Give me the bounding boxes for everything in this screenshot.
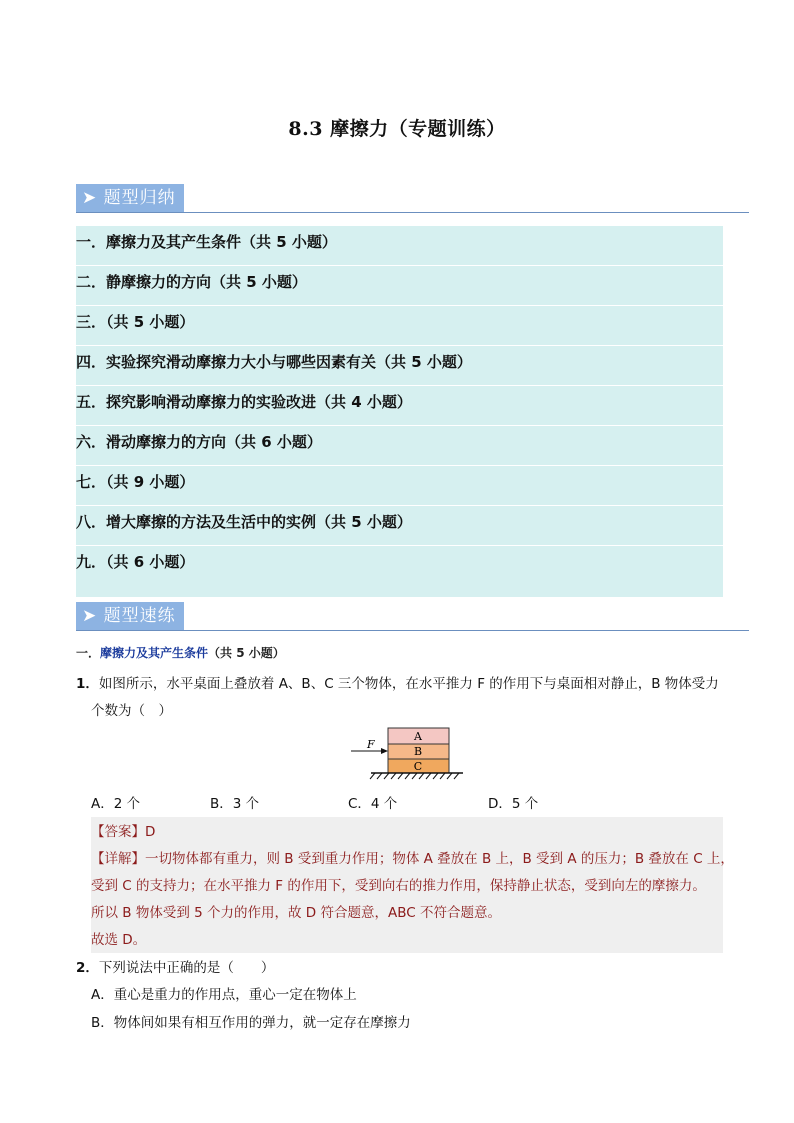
explanation-line: 所以 B 物体受到 5 个力的作用，故 D 符合题意，ABC 不符合题意。: [91, 905, 501, 921]
answer-explanation-box: [91, 817, 734, 953]
question-1-line-1: 1．如图所示，水平桌面上叠放着 A、B、C 三个物体，在水平推力 F 的作用下与桌面相对静止，B 物体受力: [76, 676, 719, 692]
section-tab-label: ➤ 题型归纳: [76, 184, 184, 212]
question-2-stem: 2．下列说法中正确的是（ ）: [76, 960, 275, 976]
option-c: C．4 个: [348, 796, 398, 812]
explanation-line: 【详解】一切物体都有重力，则 B 受到重力作用；物体 A 叠放在 B 上，B 受到 A 的压力；B 叠放在 C 上，: [91, 851, 734, 867]
toc-item: 九．（共 6 小题）: [76, 553, 195, 571]
question-2-option-b: B．物体间如果有相互作用的弹力，就一定存在摩擦力: [91, 1015, 411, 1031]
toc-item: 四．实验探究滑动摩擦力大小与哪些因素有关（共 5 小题）: [76, 346, 723, 386]
question-2-option-a: A．重心是重力的作用点，重心一定在物体上: [91, 987, 357, 1003]
block-c-label: C: [413, 760, 423, 773]
page-title: 8.3 摩擦力（专题训练）: [288, 118, 506, 140]
practice-subheading: 一．摩擦力及其产生条件（共 5 小题）: [76, 646, 285, 660]
question-1-line-2: 个数为（ ）: [91, 703, 172, 719]
answer-label: 【答案】D: [91, 824, 156, 840]
option-b: B．3 个: [210, 796, 260, 812]
table-hatching: [370, 773, 459, 779]
option-a: A．2 个: [91, 796, 141, 812]
force-label: F: [367, 738, 375, 751]
section-header-summary: [76, 184, 749, 216]
explanation-line: 受到 C 的支持力；在水平推力 F 的作用下，受到向右的推力作用，保持静止状态，受到向左的摩擦力。: [91, 878, 706, 894]
stacked-blocks-figure: [345, 724, 470, 780]
toc-item: 五．探究影响滑动摩擦力的实验改进（共 4 小题）: [76, 386, 723, 426]
toc-item: 八．增大摩擦的方法及生活中的实例（共 5 小题）: [76, 506, 723, 546]
option-d: D．5 个: [488, 796, 539, 812]
explanation-line: 故选 D。: [91, 932, 147, 948]
toc-item: 一．摩擦力及其产生条件（共 5 小题）: [76, 226, 723, 266]
toc-item: 三．（共 5 小题）: [76, 306, 723, 346]
block-b-label: B: [413, 745, 423, 758]
toc-item: 六．滑动摩擦力的方向（共 6 小题）: [76, 426, 723, 466]
section-divider: [76, 212, 749, 213]
subheading-topic: 摩擦力及其产生条件: [100, 646, 209, 660]
section-tab-label: ➤ 题型速练: [76, 602, 184, 630]
topic-summary-list: [76, 226, 723, 597]
toc-item: 七．（共 9 小题）: [76, 466, 723, 506]
section-header-practice: [76, 602, 749, 634]
question-number: 2．: [76, 960, 99, 976]
block-a-label: A: [414, 730, 422, 743]
force-arrow-head: [381, 748, 388, 754]
question-number: 1．: [76, 676, 99, 692]
toc-item: 二．静摩擦力的方向（共 5 小题）: [76, 266, 723, 306]
section-divider: [76, 630, 749, 631]
